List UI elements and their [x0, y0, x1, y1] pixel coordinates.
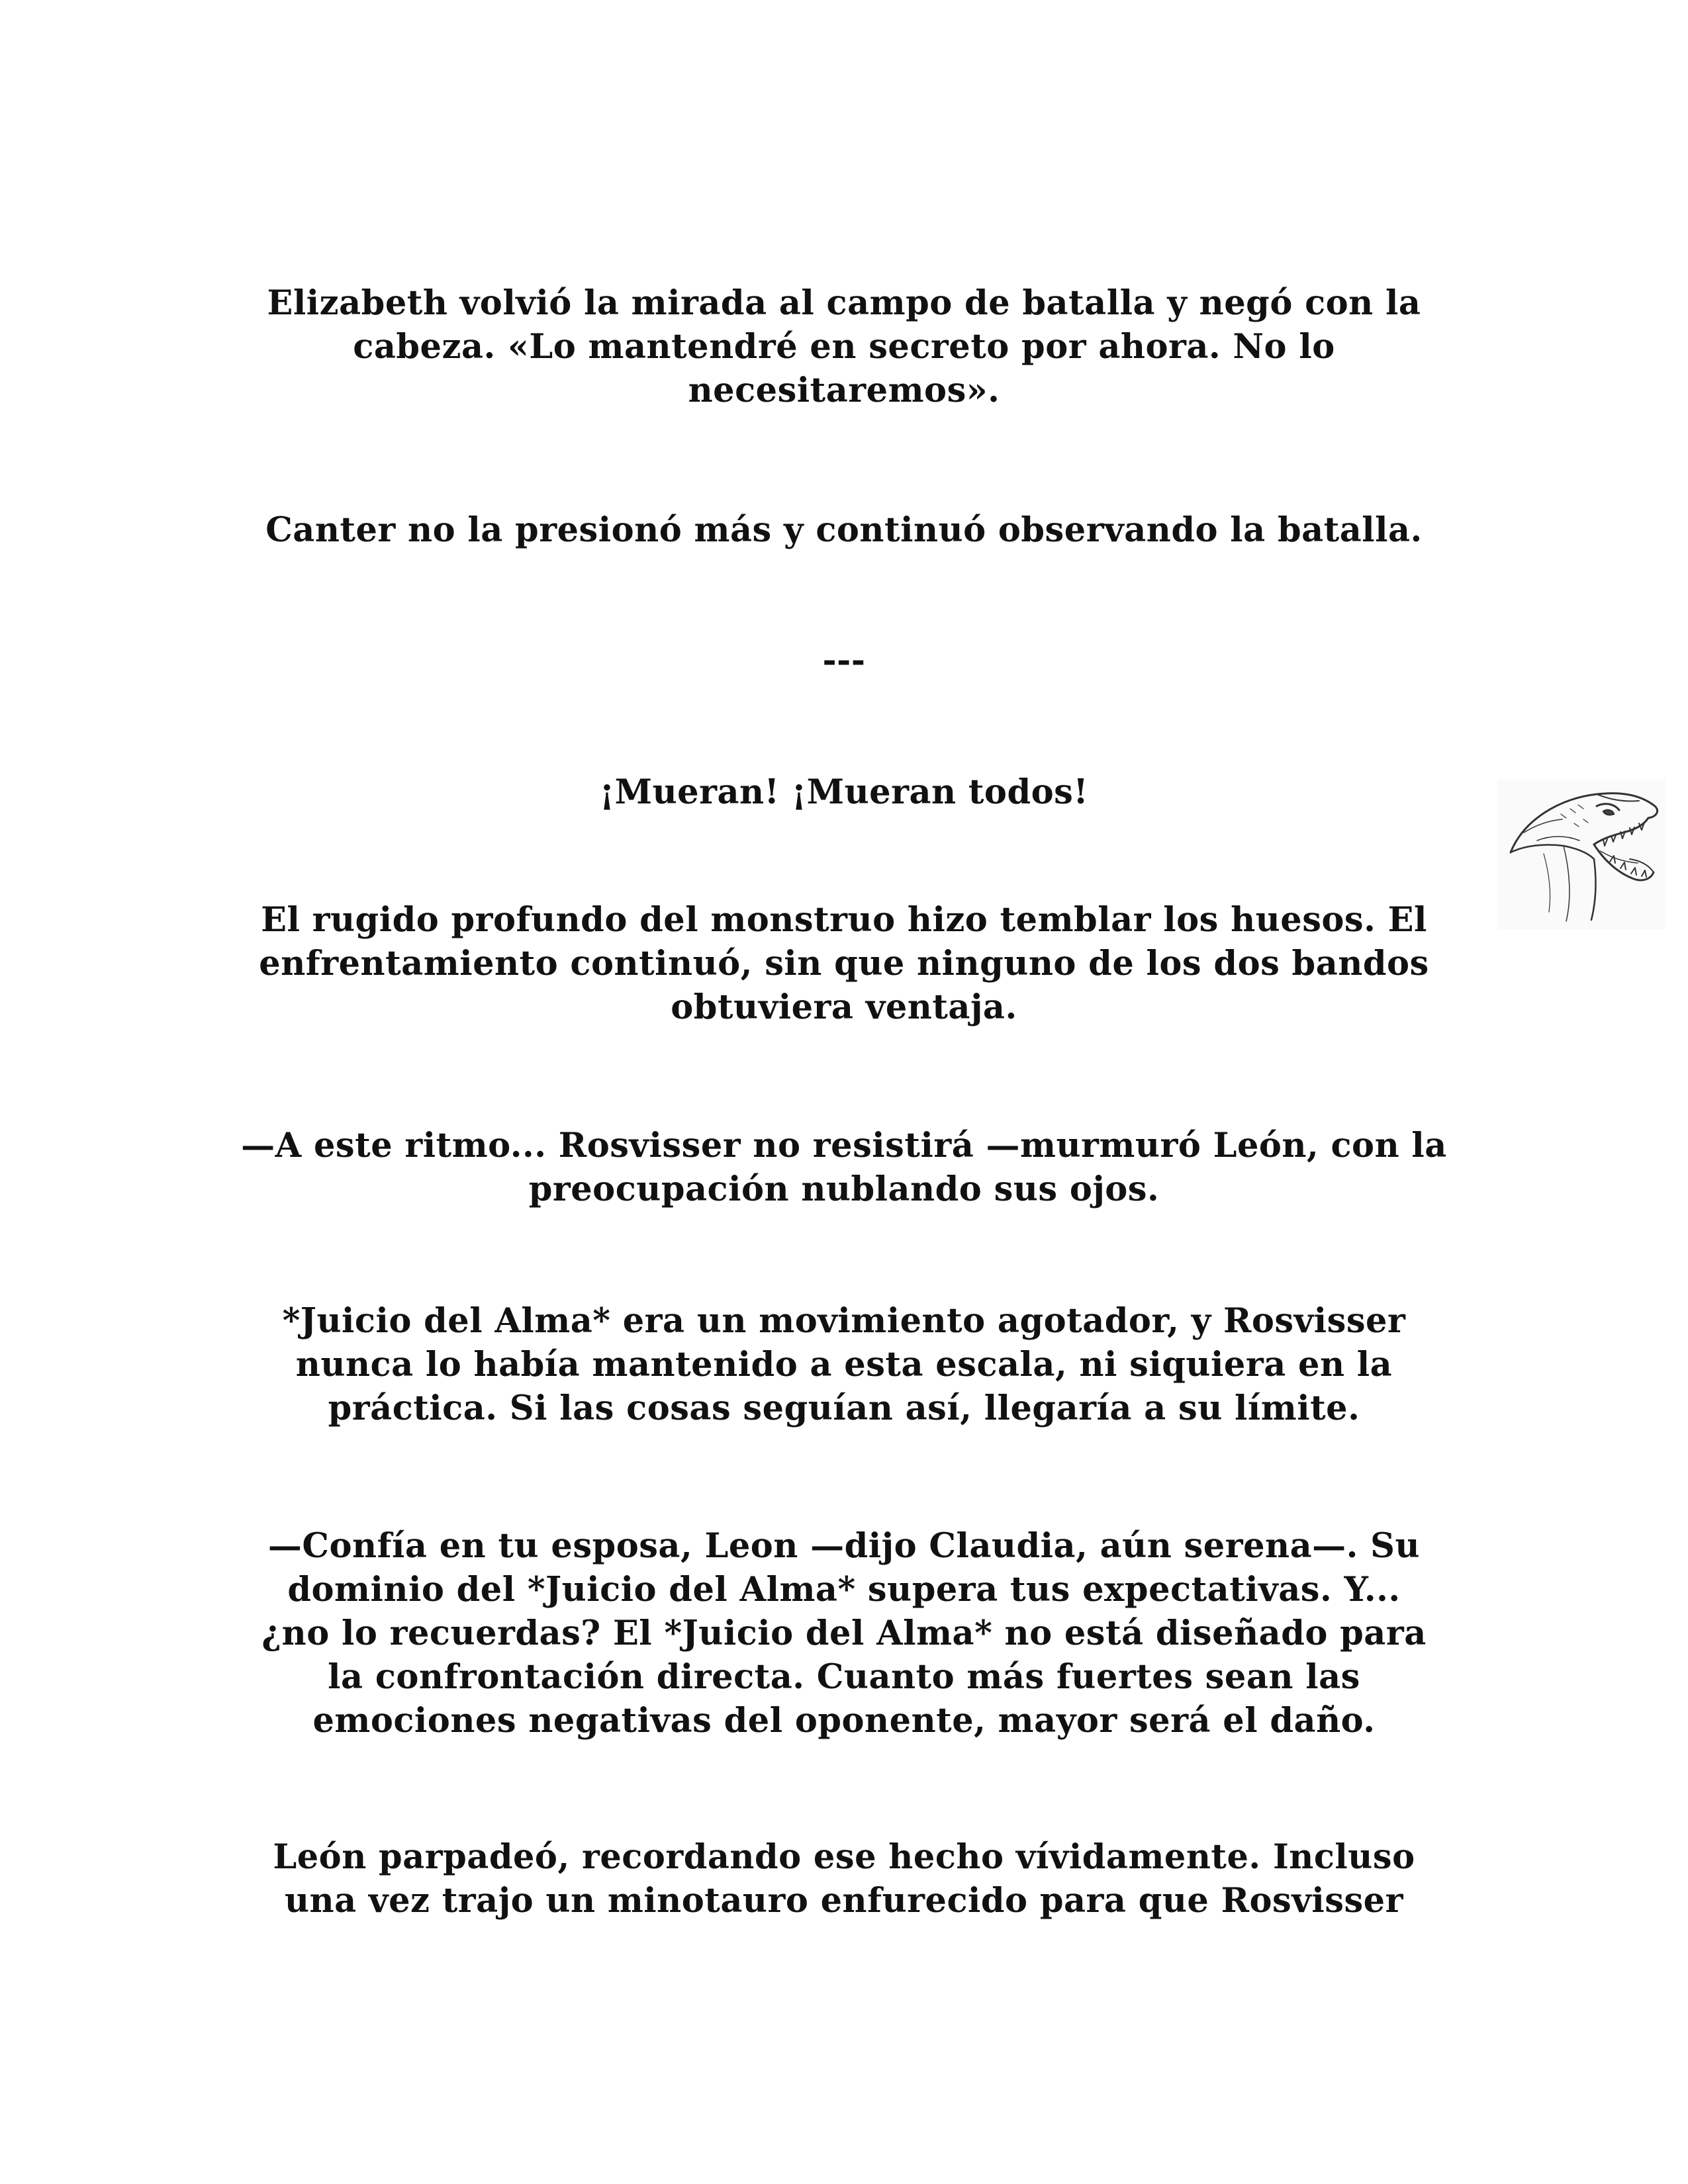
- paragraph-canter: [218, 508, 1470, 552]
- paragraph-leon-recall: [218, 1835, 1470, 1923]
- text-line: ¿no lo recuerdas? El *Juicio del Alma* no está diseñado para: [261, 1614, 1427, 1653]
- paragraph-shout: [218, 770, 1470, 814]
- paragraph-elizabeth: [218, 281, 1470, 412]
- scene-break: [218, 639, 1470, 682]
- text-line: cabeza. «Lo mantendré en secreto por ahora. No lo: [353, 327, 1335, 367]
- text-line: Elizabeth volvió la mirada al campo de batalla y negó con la: [267, 283, 1421, 323]
- text-line: necesitaremos».: [688, 371, 1000, 410]
- text-line: ¡Mueran! ¡Mueran todos!: [599, 772, 1089, 812]
- text-line: *Juicio del Alma* era un movimiento agotador, y Rosvisser: [282, 1301, 1406, 1341]
- text-line: dominio del *Juicio del Alma* supera tus expectativas. Y...: [287, 1570, 1401, 1610]
- text-line: —Confía en tu esposa, Leon —dijo Claudia, aún serena—. Su: [267, 1526, 1421, 1566]
- text-line: preocupación nublando sus ojos.: [528, 1169, 1160, 1209]
- text-line: emociones negativas del oponente, mayor será el daño.: [312, 1701, 1376, 1741]
- text-line: Canter no la presionó más y continuó observando la batalla.: [265, 510, 1423, 550]
- text-line: ---: [822, 641, 866, 680]
- text-line: enfrentamiento continuó, sin que ninguno de los dos bandos: [259, 944, 1429, 983]
- paragraph-leon-worry: [218, 1124, 1470, 1211]
- paragraph-claudia: [218, 1524, 1470, 1743]
- paragraph-roar: [218, 898, 1470, 1029]
- text-line: —A este ritmo... Rosvisser no resistirá —murmuró León, con la: [241, 1126, 1447, 1165]
- dinosaur-head-sketch-icon: [1497, 780, 1665, 929]
- text-line: El rugido profundo del monstruo hizo temblar los huesos. El: [261, 900, 1427, 940]
- text-line: práctica. Si las cosas seguían así, llegaría a su límite.: [328, 1388, 1360, 1428]
- text-line: la confrontación directa. Cuanto más fuertes sean las: [328, 1657, 1360, 1697]
- text-line: una vez trajo un minotauro enfurecido para que Rosvisser: [284, 1881, 1404, 1921]
- text-line: nunca lo había mantenido a esta escala, ni siquiera en la: [295, 1345, 1393, 1385]
- text-line: León parpadeó, recordando ese hecho vívidamente. Incluso: [273, 1837, 1415, 1877]
- text-line: obtuviera ventaja.: [671, 987, 1017, 1027]
- paragraph-juicio: [218, 1299, 1470, 1430]
